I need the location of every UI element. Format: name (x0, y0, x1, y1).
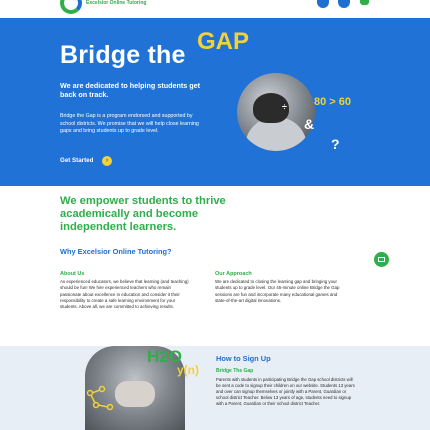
phone-icon[interactable] (360, 0, 369, 5)
doodle-ampersand: & (304, 116, 315, 132)
signup-title: How to Sign Up (216, 354, 271, 363)
hero-title-accent: GAP (197, 28, 250, 55)
signup-body: Parents with students in participating Bridge the Gap school districts will be sent a code to signup their children on our website. Students 13 years and over can signup themselves or jointly with a Parent, Guardian or school district Teacher. Below 13 years of age, students need to signup with a Parent, Guardian or their school district Teacher. (216, 377, 355, 407)
molecule-icon (84, 383, 120, 423)
why-title: Why Excelsior Online Tutoring? (60, 247, 172, 256)
top-bar (0, 0, 430, 18)
doodle-question: ? (331, 136, 340, 152)
get-started-link[interactable]: Get Started (60, 157, 94, 164)
logo-text: Excelsior Online Tutoring (86, 0, 147, 6)
email-chat-button[interactable] (374, 252, 389, 267)
about-heading: About Us (60, 271, 85, 277)
doodle-yn: y(n) (177, 363, 199, 377)
about-body: As experienced educators, we believe that learning (and teaching) should be fun! We hire experienced teachers who remain passionate about excellence in education and consider it their responsibility to create a safe learning environment for your students. Above all, we are committed to achieving results. (60, 279, 189, 310)
arrow-right-icon[interactable]: › (102, 156, 112, 166)
approach-heading: Our Approach (215, 271, 252, 277)
signup-section (0, 346, 430, 430)
logo-icon[interactable] (60, 0, 82, 14)
doodle-h2o: H2O (147, 347, 182, 366)
hero-title: Bridge the (60, 41, 186, 69)
mission-headline: We empower students to thrive academically and become independent learners. (60, 195, 226, 233)
hero-section (0, 18, 430, 186)
hand-writing (115, 381, 155, 407)
hero-subtitle: We are dedicated to helping students get back on track. (60, 81, 201, 99)
signup-subtitle: Bridge The Gap (216, 368, 254, 374)
approach-body: We are dedicated to closing the learning gap and bringing your students up to grade level. Our 45-minute online Bridge the Gap sessions are fun and incorporate many educational games and state-of-the-art digital innovations. (215, 279, 340, 303)
envelope-icon (378, 257, 385, 262)
facebook-icon[interactable] (317, 0, 329, 8)
hero-student-photo (237, 73, 315, 151)
doodle-comparison: 80 > 60 (314, 96, 352, 108)
doodle-divide: ÷ (282, 102, 287, 112)
twitter-icon[interactable] (338, 0, 350, 8)
hero-body: Bridge the Gap is a program endorsed and supported by school districts. We promise that we will help close learning gaps and bring students up to grade level. (60, 113, 199, 135)
